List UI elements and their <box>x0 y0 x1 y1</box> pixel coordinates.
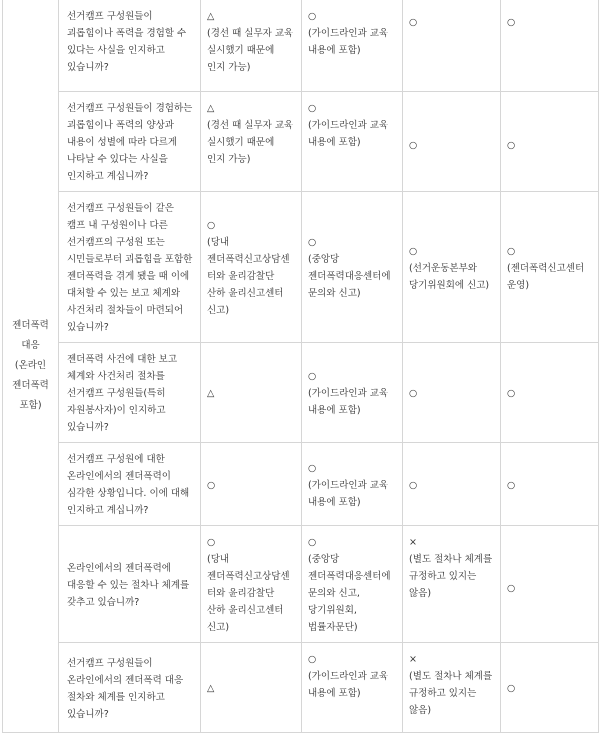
category-cell <box>3 0 59 733</box>
question-cell: 젠더폭력 사건에 대한 보고 체계와 사건처리 절차를 선거캠프 구성원들(특히 자원봉사자)이 인지하고 있습니까? <box>59 343 201 443</box>
question-cell: 선거캠프 구성원에 대한 온라인에서의 젠더폭력이 심각한 상황입니다. 이에 대해 인지하고 계십니까? <box>59 443 201 526</box>
answer-symbol: ○ <box>207 220 216 231</box>
answer-cell <box>501 343 599 443</box>
answer-symbol: × <box>409 654 417 665</box>
answer-cell <box>201 192 302 343</box>
answer-cell <box>403 643 501 733</box>
answer-cell <box>302 443 403 526</box>
answer-cell <box>403 526 501 643</box>
answer-note: (선거운동본부와 당기위원회에 신고) <box>409 262 490 291</box>
answer-cell <box>201 443 302 526</box>
answer-symbol: △ <box>207 683 215 694</box>
answer-cell <box>501 0 599 92</box>
answer-note: (가이드라인과 교육 내용에 포함) <box>308 671 389 699</box>
question-cell: 선거캠프 구성원들이 경험하는 괴롭힘이나 폭력의 양상과 내용이 성별에 따라 다르게 나타날 수 있다는 사실을 인지하고 계십니까? <box>59 92 201 192</box>
answer-cell <box>403 443 501 526</box>
answer-cell <box>201 0 302 92</box>
answer-cell <box>501 643 599 733</box>
table-row <box>3 526 599 643</box>
answer-cell <box>501 92 599 192</box>
answer-note: (가이드라인과 교육 내용에 포함) <box>308 28 389 56</box>
answer-symbol: ○ <box>507 479 516 491</box>
question-cell: 선거캠프 구성원들이 온라인에서의 젠더폭력 대응 절차와 체계를 인지하고 있습니까? <box>59 643 201 733</box>
category-title: 젠더폭력 대응 <box>12 320 49 351</box>
answer-symbol: × <box>409 537 417 548</box>
answer-symbol: ○ <box>507 582 516 594</box>
answer-symbol: ○ <box>308 11 317 22</box>
answer-symbol: △ <box>207 103 215 114</box>
answer-symbol: ○ <box>409 245 418 257</box>
answer-note: (가이드라인과 교육 내용에 포함) <box>308 120 389 148</box>
table-row <box>3 0 599 92</box>
answer-cell <box>302 192 403 343</box>
answer-symbol: ○ <box>409 140 418 151</box>
answer-cell <box>403 192 501 343</box>
answer-cell <box>302 343 403 443</box>
answer-note: (중앙당 젠더폭력대응센터에 문의와 신고, 당기위원회, 법률자문단) <box>308 554 391 633</box>
answer-symbol: ○ <box>308 654 317 665</box>
answer-symbol: ○ <box>308 103 317 114</box>
answer-cell <box>201 343 302 443</box>
answer-note: (가이드라인과 교육 내용에 포함) <box>308 388 389 416</box>
answer-symbol: ○ <box>409 17 418 28</box>
answer-cell <box>302 643 403 733</box>
answer-cell <box>201 526 302 643</box>
answer-cell <box>302 0 403 92</box>
answer-cell <box>403 0 501 92</box>
answer-symbol: ○ <box>507 388 516 399</box>
answer-symbol: ○ <box>507 245 516 257</box>
answer-cell <box>302 92 403 192</box>
answer-symbol: ○ <box>308 537 317 548</box>
answer-symbol: △ <box>207 11 215 22</box>
answer-symbol: ○ <box>409 388 418 399</box>
answer-note: (별도 절차나 체계를 규정하고 있지는 않음) <box>409 671 493 716</box>
answer-note: (경선 때 실무자 교육 실시했기 때문에 인지 가능) <box>207 120 294 165</box>
answer-cell <box>201 92 302 192</box>
answer-note: (별도 절차나 체계를 규정하고 있지는 않음) <box>409 554 493 599</box>
table-row <box>3 92 599 192</box>
answer-symbol: ○ <box>207 537 216 548</box>
answer-note: (당내 젠더폭력신고상담센터와 윤리감찰단 산하 윤리신고센터 신고) <box>207 237 290 316</box>
table-row <box>3 643 599 733</box>
answer-symbol: ○ <box>507 683 516 694</box>
category-subtitle: (온라인 젠더폭력 포함) <box>12 360 49 411</box>
answer-note: (당내 젠더폭력신고상담센터와 윤리감찰단 산하 윤리신고센터 신고) <box>207 554 290 633</box>
answer-symbol: △ <box>207 388 215 399</box>
answer-symbol: ○ <box>507 140 516 151</box>
answer-note: (가이드라인과 교육 내용에 포함) <box>308 479 389 508</box>
answer-symbol: ○ <box>207 479 216 491</box>
answer-cell <box>201 643 302 733</box>
answer-note: (경선 때 실무자 교육 실시했기 때문에 인지 가능) <box>207 28 294 73</box>
table-row <box>3 192 599 343</box>
answer-cell <box>501 526 599 643</box>
answer-symbol: ○ <box>308 237 317 248</box>
survey-table <box>2 0 599 733</box>
question-cell: 선거캠프 구성원들이 같은 캠프 내 구성원이나 다른 선거캠프의 구성원 또는 시민들로부터 괴롭힘을 포함한 젠더폭력을 겪게 됐을 때 이에 대처할 수 있는 보고 체계와 사건처리 절차들이 마련되어 있습니까? <box>59 192 201 343</box>
table-row <box>3 443 599 526</box>
answer-cell <box>501 192 599 343</box>
answer-note: (중앙당 젠더폭력대응센터에 문의와 신고) <box>308 254 391 299</box>
question-cell: 선거캠프 구성원들이 괴롭힘이나 폭력을 경험할 수 있다는 사실을 인지하고 있습니까? <box>59 0 201 92</box>
table-row <box>3 343 599 443</box>
answer-symbol: ○ <box>308 371 317 382</box>
answer-cell <box>403 92 501 192</box>
answer-symbol: ○ <box>409 479 418 491</box>
answer-cell <box>403 343 501 443</box>
question-cell: 온라인에서의 젠더폭력에 대응할 수 있는 절차나 체계를 갖추고 있습니까? <box>59 526 201 643</box>
answer-cell <box>302 526 403 643</box>
answer-cell <box>501 443 599 526</box>
answer-note: (젠더폭력신고센터 운영) <box>507 262 585 291</box>
answer-symbol: ○ <box>507 17 516 28</box>
answer-symbol: ○ <box>308 462 317 474</box>
